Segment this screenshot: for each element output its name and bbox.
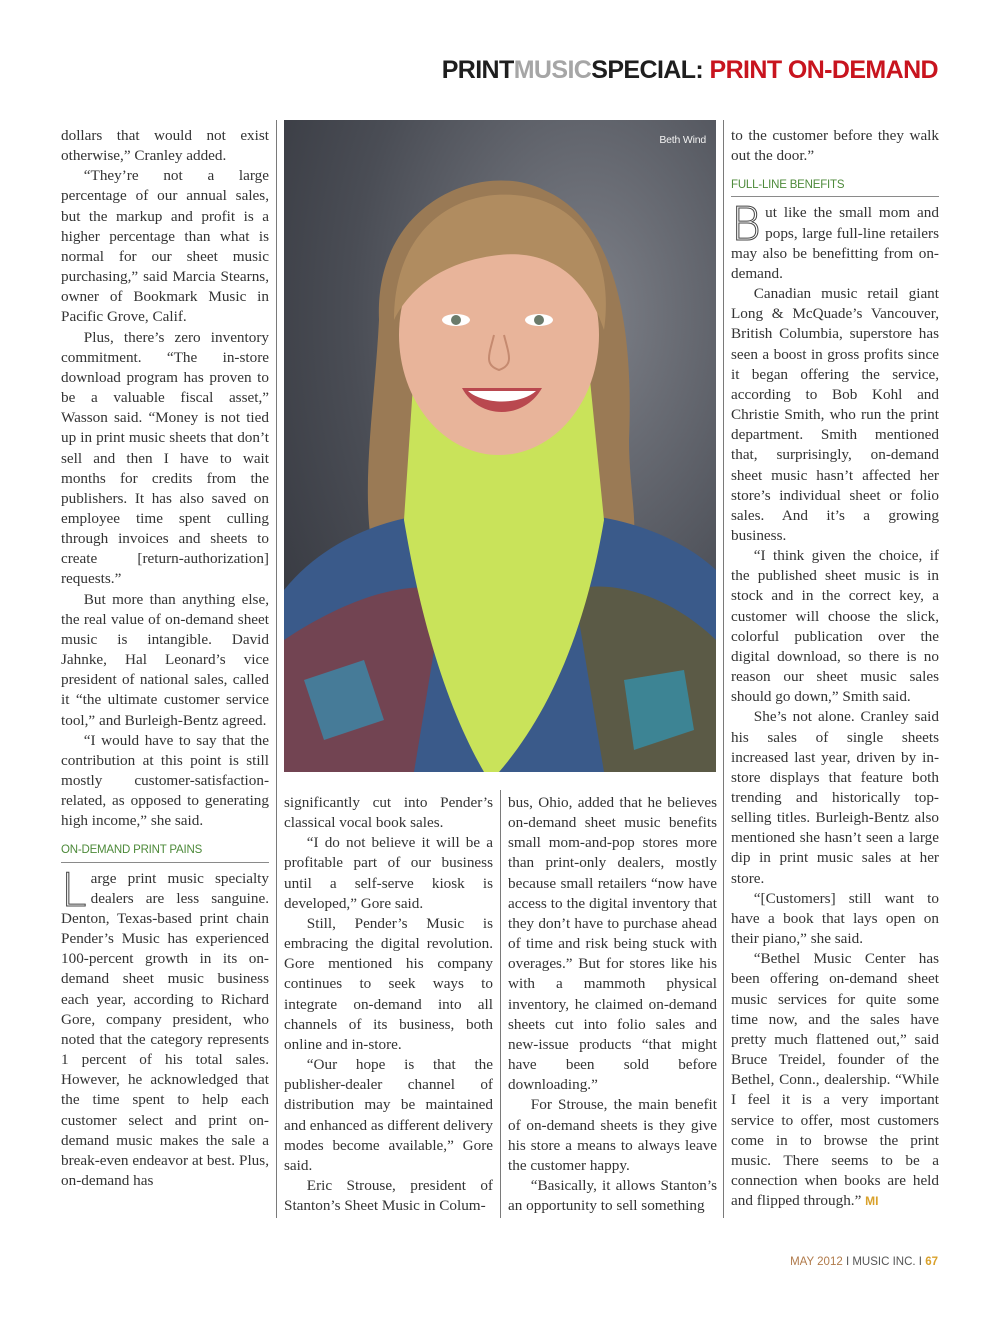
dropcap-paragraph [731,197,939,284]
article-column-1 [61,126,269,1191]
page-number: 67 [925,1256,938,1268]
paragraph: “They’re not a large percentage of our annual sales, but the markup and profit is a higher percentage than what is normal for our sheet music purchasing,” said Marcia Stearns, owner of Bookmark Music in Pacific Grove, Calif. [61,167,269,326]
paragraph-text: arge print music specialty dealers are less sanguine. Denton, Texas-based print chain Pender’s Music has experienced 100-percent growth in its on-demand sheet music business each year, according to Richard Gore, company president, who noted that the category represents 1 percent of his total sales. However, he acknowledged that the time spent to help each customer select and print on-demand music makes the sale a break-even endeavor at best. Plus, on-demand has [61,869,269,1189]
drop-cap: B [731,197,762,252]
drop-cap: L [61,862,87,917]
paragraph: “I think given the choice, if the published sheet music is in stock and in the correct key, a customer will choose the slick, colorful publication over the digital download, so there is no reason our sheet music sales should go down,” Smith said. [731,547,939,706]
paragraph-last [731,949,939,1211]
section-heading-on-demand-print-pains: ON-DEMAND PRINT PAINS [61,840,269,862]
page-footer [790,1256,938,1268]
paragraph: to the customer before they walk out the door.” [731,127,939,165]
column-divider [723,120,724,1218]
paragraph: Canadian music retail giant Long & McQuade’s Vancouver, British Columbia, superstore has seen a boost in gross profits since it began offering the service, according to Bob Kohl and Christie Smith, who run the print department. Smith mentioned that, surprisingly, on-demand sheet music hasn’t affected her store’s individual sheet or folio sales. And it’s a growing business. [731,285,939,544]
paragraph: “I do not believe it will be a profitable part of our business until a self-serve kiosk is developed,” Gore said. [284,834,493,912]
header-special: SPECIAL: [591,56,704,84]
paragraph: “Basically, it allows Stanton’s an opportunity to sell something [508,1176,717,1215]
article-column-2 [284,793,493,1216]
header-topic: PRINT ON-DEMAND [709,56,938,84]
end-mark: MI [865,1194,879,1209]
footer-publication: MUSIC INC. [852,1256,916,1268]
paragraph-text: “Bethel Music Center has been offering on-demand sheet music services for quite some time now, and the sales have pretty much flattened out,” said Bruce Treidel, founder of the Bethel, Conn., dealership. “While I feel it is a very important service to offer, most customers come in to browse the print music. There seems to be a connection when books are held and flipped through.” [731,950,939,1210]
article-column-4 [731,126,939,1211]
portrait-photo [284,120,716,772]
footer-separator: I [918,1256,922,1268]
portrait-illustration [284,120,716,772]
header-print: PRINT [441,56,514,84]
paragraph: Still, Pender’s Music is embracing the digital revolution. Gore mentioned his company continues to seek ways to integrate on-demand into all channels of its business, both online and in-store. [284,914,493,1053]
footer-date: MAY 2012 [790,1256,843,1268]
photo-credit: Beth Wind [659,134,706,146]
paragraph: bus, Ohio, added that he believes on-demand sheet music benefits small mom-and-pop stores more than print-only dealers, mostly because small retailers “now have access to the digital inventory that they don’t have to purchase ahead of time and risk being stuck with overages.” But for stores like his with a mammoth physical inventory, he claimed on-demand sheets cut into folio sales and new-issue products “that might have been sold before downloading.” [508,794,717,1094]
paragraph: But more than anything else, the real value of on-demand sheet music is intangible. David Jahnke, Hal Leonard’s vice president of national sales, called it “the ultimate customer service tool,” and Burleigh-Bentz agreed. [61,590,269,729]
paragraph: For Strouse, the main benefit of on-demand sheets is they give his store a means to always leave the customer happy. [508,1096,717,1174]
paragraph: Plus, there’s zero inventory commitment. “The in-store download program has proven to be a valuable fiscal asset,” Wasson said. “Money is not tied up in print music sheets that don’t sell and then I have to wait months for credits from the publishers. It has also saved on employee time spent culling through invoices and sheets to create [return-authorization] requests.” [61,328,269,588]
section-heading-full-line-benefits: FULL-LINE BENEFITS [731,175,939,197]
paragraph: significantly cut into Pender’s classical vocal book sales. [284,794,493,832]
header-music: MUSIC [513,56,592,84]
dropcap-paragraph [61,862,269,1192]
page-header [442,56,938,85]
paragraph: “Our hope is that the publisher-dealer channel of distribution may be maintained and enhanced as different delivery modes become available,” Gore said. [284,1056,493,1174]
article-column-3 [508,793,717,1216]
footer-separator: I [845,1256,850,1268]
paragraph: “[Customers] still want to have a book that lays open on their piano,” she said. [731,889,939,948]
paragraph-text: ut like the small mom and pops, large full-line retailers may also be benefitting from on-demand. [731,204,939,282]
paragraph: dollars that would not exist otherwise,” Cranley added. [61,127,269,165]
paragraph: Eric Strouse, president of Stanton’s Sheet Music in Colum- [284,1176,493,1215]
paragraph: She’s not alone. Cranley said his sales of single sheets increased last year, driven by in-store displays that feature both trending and historically top-selling titles. Burleigh-Bentz also mentioned she hasn’t seen a large dip in print music sales at her store. [731,708,939,887]
column-divider [500,790,501,1218]
column-divider [276,120,277,1218]
paragraph: “I would have to say that the contribution at this point is still mostly customer-satisfaction-related, as opposed to generating high income,” she said. [61,731,269,830]
